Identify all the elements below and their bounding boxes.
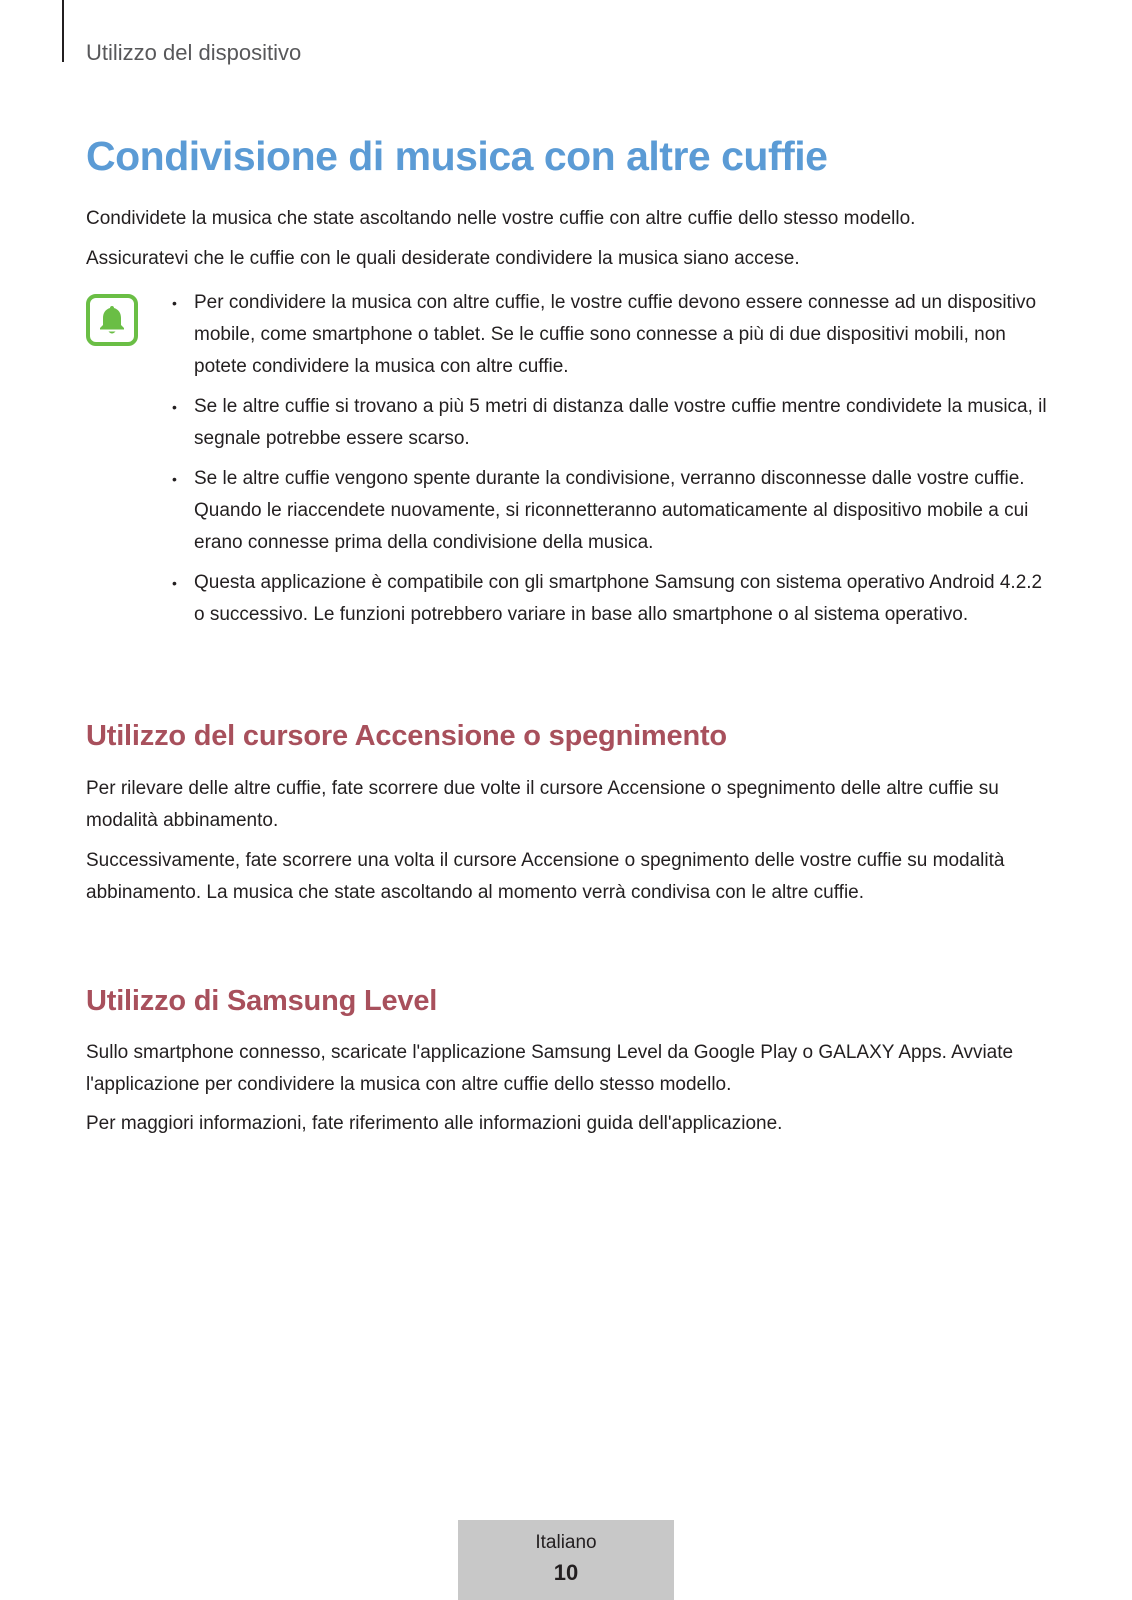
page-footer [458, 1520, 674, 1600]
intro-paragraph-2: Assicuratevi che le cuffie con le quali desiderate condividere la musica siano accese. [86, 248, 800, 269]
intro-paragraph-1: Condividete la musica che state ascoltando nelle vostre cuffie con altre cuffie dello stesso modello. [86, 208, 916, 229]
note-item [168, 391, 1048, 455]
page-title: Condivisione di musica con altre cuffie [86, 133, 828, 179]
footer-language: Italiano [535, 1532, 597, 1553]
section-label: Utilizzo del dispositivo [86, 40, 302, 65]
bullet-icon: • [172, 575, 177, 591]
note-item [168, 287, 1048, 383]
note-item-text: Se le altre cuffie si trovano a più 5 metri di distanza dalle vostre cuffie mentre condividete la musica, il segnale potrebbe essere scarso. [194, 396, 1047, 449]
bullet-icon: • [172, 471, 177, 487]
section2-heading: Utilizzo di Samsung Level [86, 985, 438, 1017]
section1-heading: Utilizzo del cursore Accensione o spegnimento [86, 720, 727, 752]
section1-paragraph-2: Successivamente, fate scorrere una volta il cursore Accensione o spegnimento delle vostre cuffie su modalità abbinamento. La musica che state ascoltando al momento verrà condivisa con le altre cuffie. [86, 850, 1005, 903]
section2-paragraph-1: Sullo smartphone connesso, scaricate l'applicazione Samsung Level da Google Play o GALAXY Apps. Avviate l'applicazione per condividere la musica con altre cuffie dello stesso modello. [86, 1042, 1014, 1095]
page-number: 10 [553, 1560, 579, 1585]
header-rule [62, 0, 64, 62]
note-item-text: Questa applicazione è compatibile con gli smartphone Samsung con sistema operativo Android 4.2.2 o successivo. Le funzioni potrebbero variare in base allo smartphone o al sistema operativo. [194, 572, 1043, 625]
bullet-icon: • [172, 295, 177, 311]
bell-icon [86, 294, 138, 346]
note-item-text: Per condividere la musica con altre cuffie, le vostre cuffie devono essere connesse ad un dispositivo mobile, come smartphone o tablet. Se le cuffie sono connesse a più di due dispositivi mobili, non potete condividere la musica con altre cuffie. [194, 292, 1037, 377]
section2-paragraph-2: Per maggiori informazioni, fate riferimento alle informazioni guida dell'applicazione. [86, 1113, 783, 1134]
note-item [168, 567, 1048, 631]
note-list [168, 287, 1048, 639]
bullet-icon: • [172, 399, 177, 415]
note-item [168, 463, 1048, 559]
section1-paragraph-1: Per rilevare delle altre cuffie, fate scorrere due volte il cursore Accensione o spegnimento delle altre cuffie su modalità abbinamento. [86, 778, 999, 831]
note-item-text: Se le altre cuffie vengono spente durante la condivisione, verranno disconnesse dalle vostre cuffie. Quando le riaccendete nuovamente, si riconnetteranno automaticamente al dispositivo mobile a cui erano connesse prima della condivisione della musica. [194, 468, 1029, 553]
